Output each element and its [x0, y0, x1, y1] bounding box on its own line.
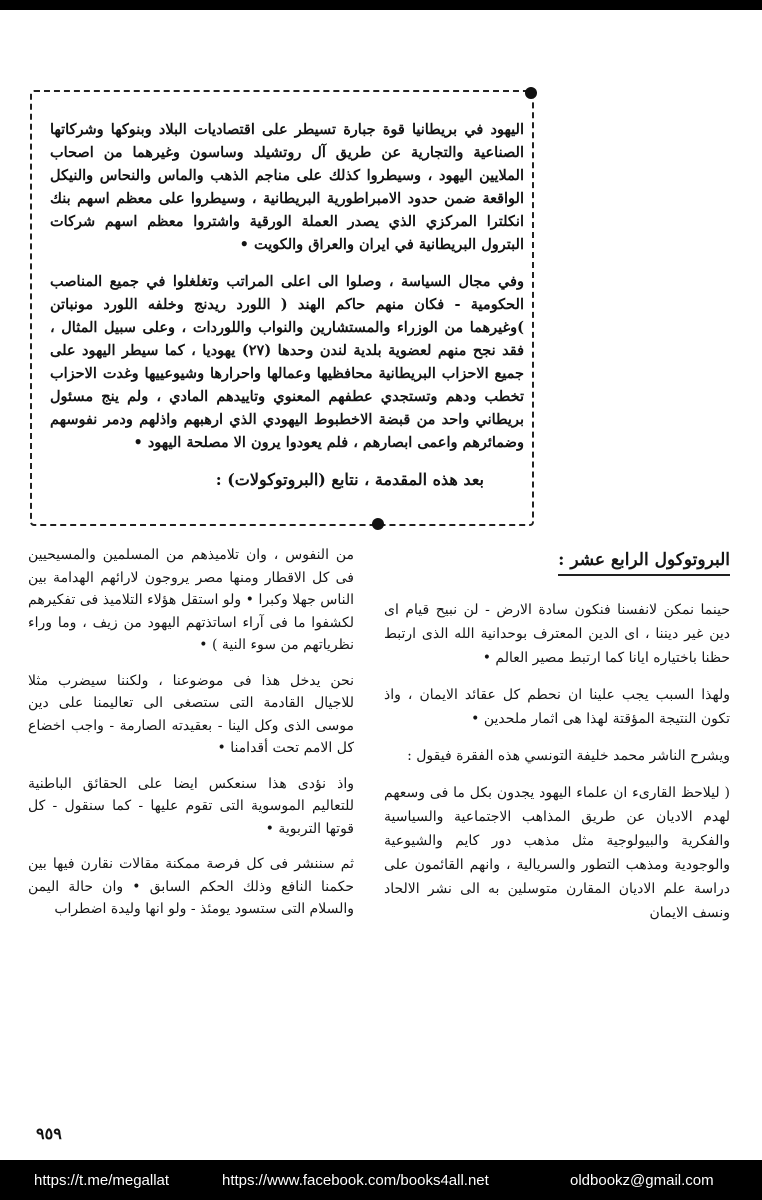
intro-paragraph: وفي مجال السياسة ، وصلوا الى اعلى المراتب وتغلغلوا في جميع المناصب الحكومية - فكان منهم حاكم الهند ( اللورد ريدنج وخلفه اللورد مونباتن )وغيرهما من الوزراء والمستشارين والنواب واللوردات ، وعلى سبيل المثال ، فقد نجح منهم لعضوية بلدية لندن وحدها (٢٧) يهوديا ، كما سيطر اليهود على جميع الاحزاب البريطانية محافظيها وعمالها واحرارها وشيوعييها وغدت الاحزاب تخطب ودهم وتستجدي عطفهم المعنوي وتاييدهم المادي ، ولم ينج مسئول بريطاني واحد من قبضة الاخطبوط اليهودي الذي ارهبهم واذلهم ودمر نفوسهم وضمائرهم واعمى ابصارهم ، فلم يعودوا يرون الا مصلحة اليهود •: [50, 273, 524, 451]
frame-corner-dot: [372, 518, 384, 530]
telegram-link[interactable]: https://t.me/megallat: [34, 1172, 170, 1189]
intro-lead-line: بعد هذه المقدمة ، نتابع (البروتوكولات) :: [215, 470, 484, 489]
top-black-strip: [0, 0, 762, 10]
footer-bar: [0, 1160, 762, 1200]
body-paragraph: ثم سننشر فى كل فرصة ممكنة مقالات نقارن فيها بين حكمنا النافع وذلك الحكم السابق • وان حالة اليمن والسلام التى ستسود يومئذ - ولو انها وليدة اضطراب: [28, 856, 354, 917]
email-link[interactable]: oldbookz@gmail.com: [570, 1172, 714, 1189]
body-paragraph: نحن يدخل هذا فى موضوعنا ، ولكننا سيضرب مثلا للاجيال القادمة التى ستصغى الى تعاليمنا على دين موسى الذى وكل الينا - بعقيدته الصارمة - واجب اخضاع كل الامم تحت أقدامنا •: [28, 672, 354, 756]
frame-corner-dot: [525, 87, 537, 99]
right-text-column: [384, 548, 730, 938]
body-paragraph: من النفوس ، وان تلاميذهم من المسلمين والمسيحيين فى كل الاقطار ومنها مصر يروجون لارائهم الهدامة بين الناس جهلا وكبرا • ولو استقل هؤلاء التلاميذ فى تفكيرهم لكشفوا ما فى آراء اساتذتهم اليهود من زيف ، وما وراء نظرياتهم من سوء النية ) •: [28, 547, 354, 653]
facebook-link[interactable]: https://www.facebook.com/books4all.net: [222, 1172, 489, 1189]
body-paragraph: ولهذا السبب يجب علينا ان نحطم كل عقائد الايمان ، واذ تكون النتيجة المؤقتة لهذا هى اثمار ملحدين •: [384, 687, 730, 727]
intro-paragraph: اليهود في بريطانيا قوة جبارة تسيطر على اقتصاديات البلاد وبنوكها وشركاتها الصناعية والتجارية عن طريق آل روتشيلد وساسون وغيرهما من اصحاب الملايين اليهود ، وسيطروا كذلك على مناجم الذهب والماس والنحاس والنيكل الواقعة ضمن حدود الامبراطورية البريطانية ، وسيطروا على معظم اسهم بنك انكلترا المركزي الذي يصدر العملة الورقية واشتروا معظم اسهم شركات البترول البريطانية في ايران والعراق والكويت •: [50, 121, 524, 253]
body-paragraph: ويشرح الناشر محمد خليفة التونسي هذه الفقرة فيقول :: [407, 748, 730, 764]
left-text-column: [28, 544, 354, 934]
body-paragraph: حينما نمكن لانفسنا فنكون سادة الارض - لن نبيح قيام اى دين غير ديننا ، اى الدين المعترف بوحدانية الله الذى ارتبط حظنا باختياره ايانا كما ارتبط مصير العالم •: [384, 602, 730, 666]
intro-text-block: [50, 118, 524, 505]
body-paragraph: ( ليلاحظ القارىء ان علماء اليهود يجدون بكل ما فى وسعهم لهدم الاديان عن طريق المذاهب الاجتماعية والسياسية والفكرية والبيولوجية مثل مذهب دور كايم والشيوعية والوجودية ومذهب التطور والسريالية ، وانهم القائمون على دراسة علم الاديان المقارن متوسلين به الى نشر الالحاد ونسف الايمان: [384, 785, 730, 921]
section-title: البروتوكول الرابع عشر :: [558, 548, 730, 576]
page-number: ٩٥٩: [36, 1124, 62, 1143]
body-paragraph: واذ نؤدى هذا سنعكس ايضا على الحقائق الباطنية للتعاليم الموسوية التى تقوم عليها - كما سنقول - كل قوتها التربوية •: [28, 775, 354, 837]
